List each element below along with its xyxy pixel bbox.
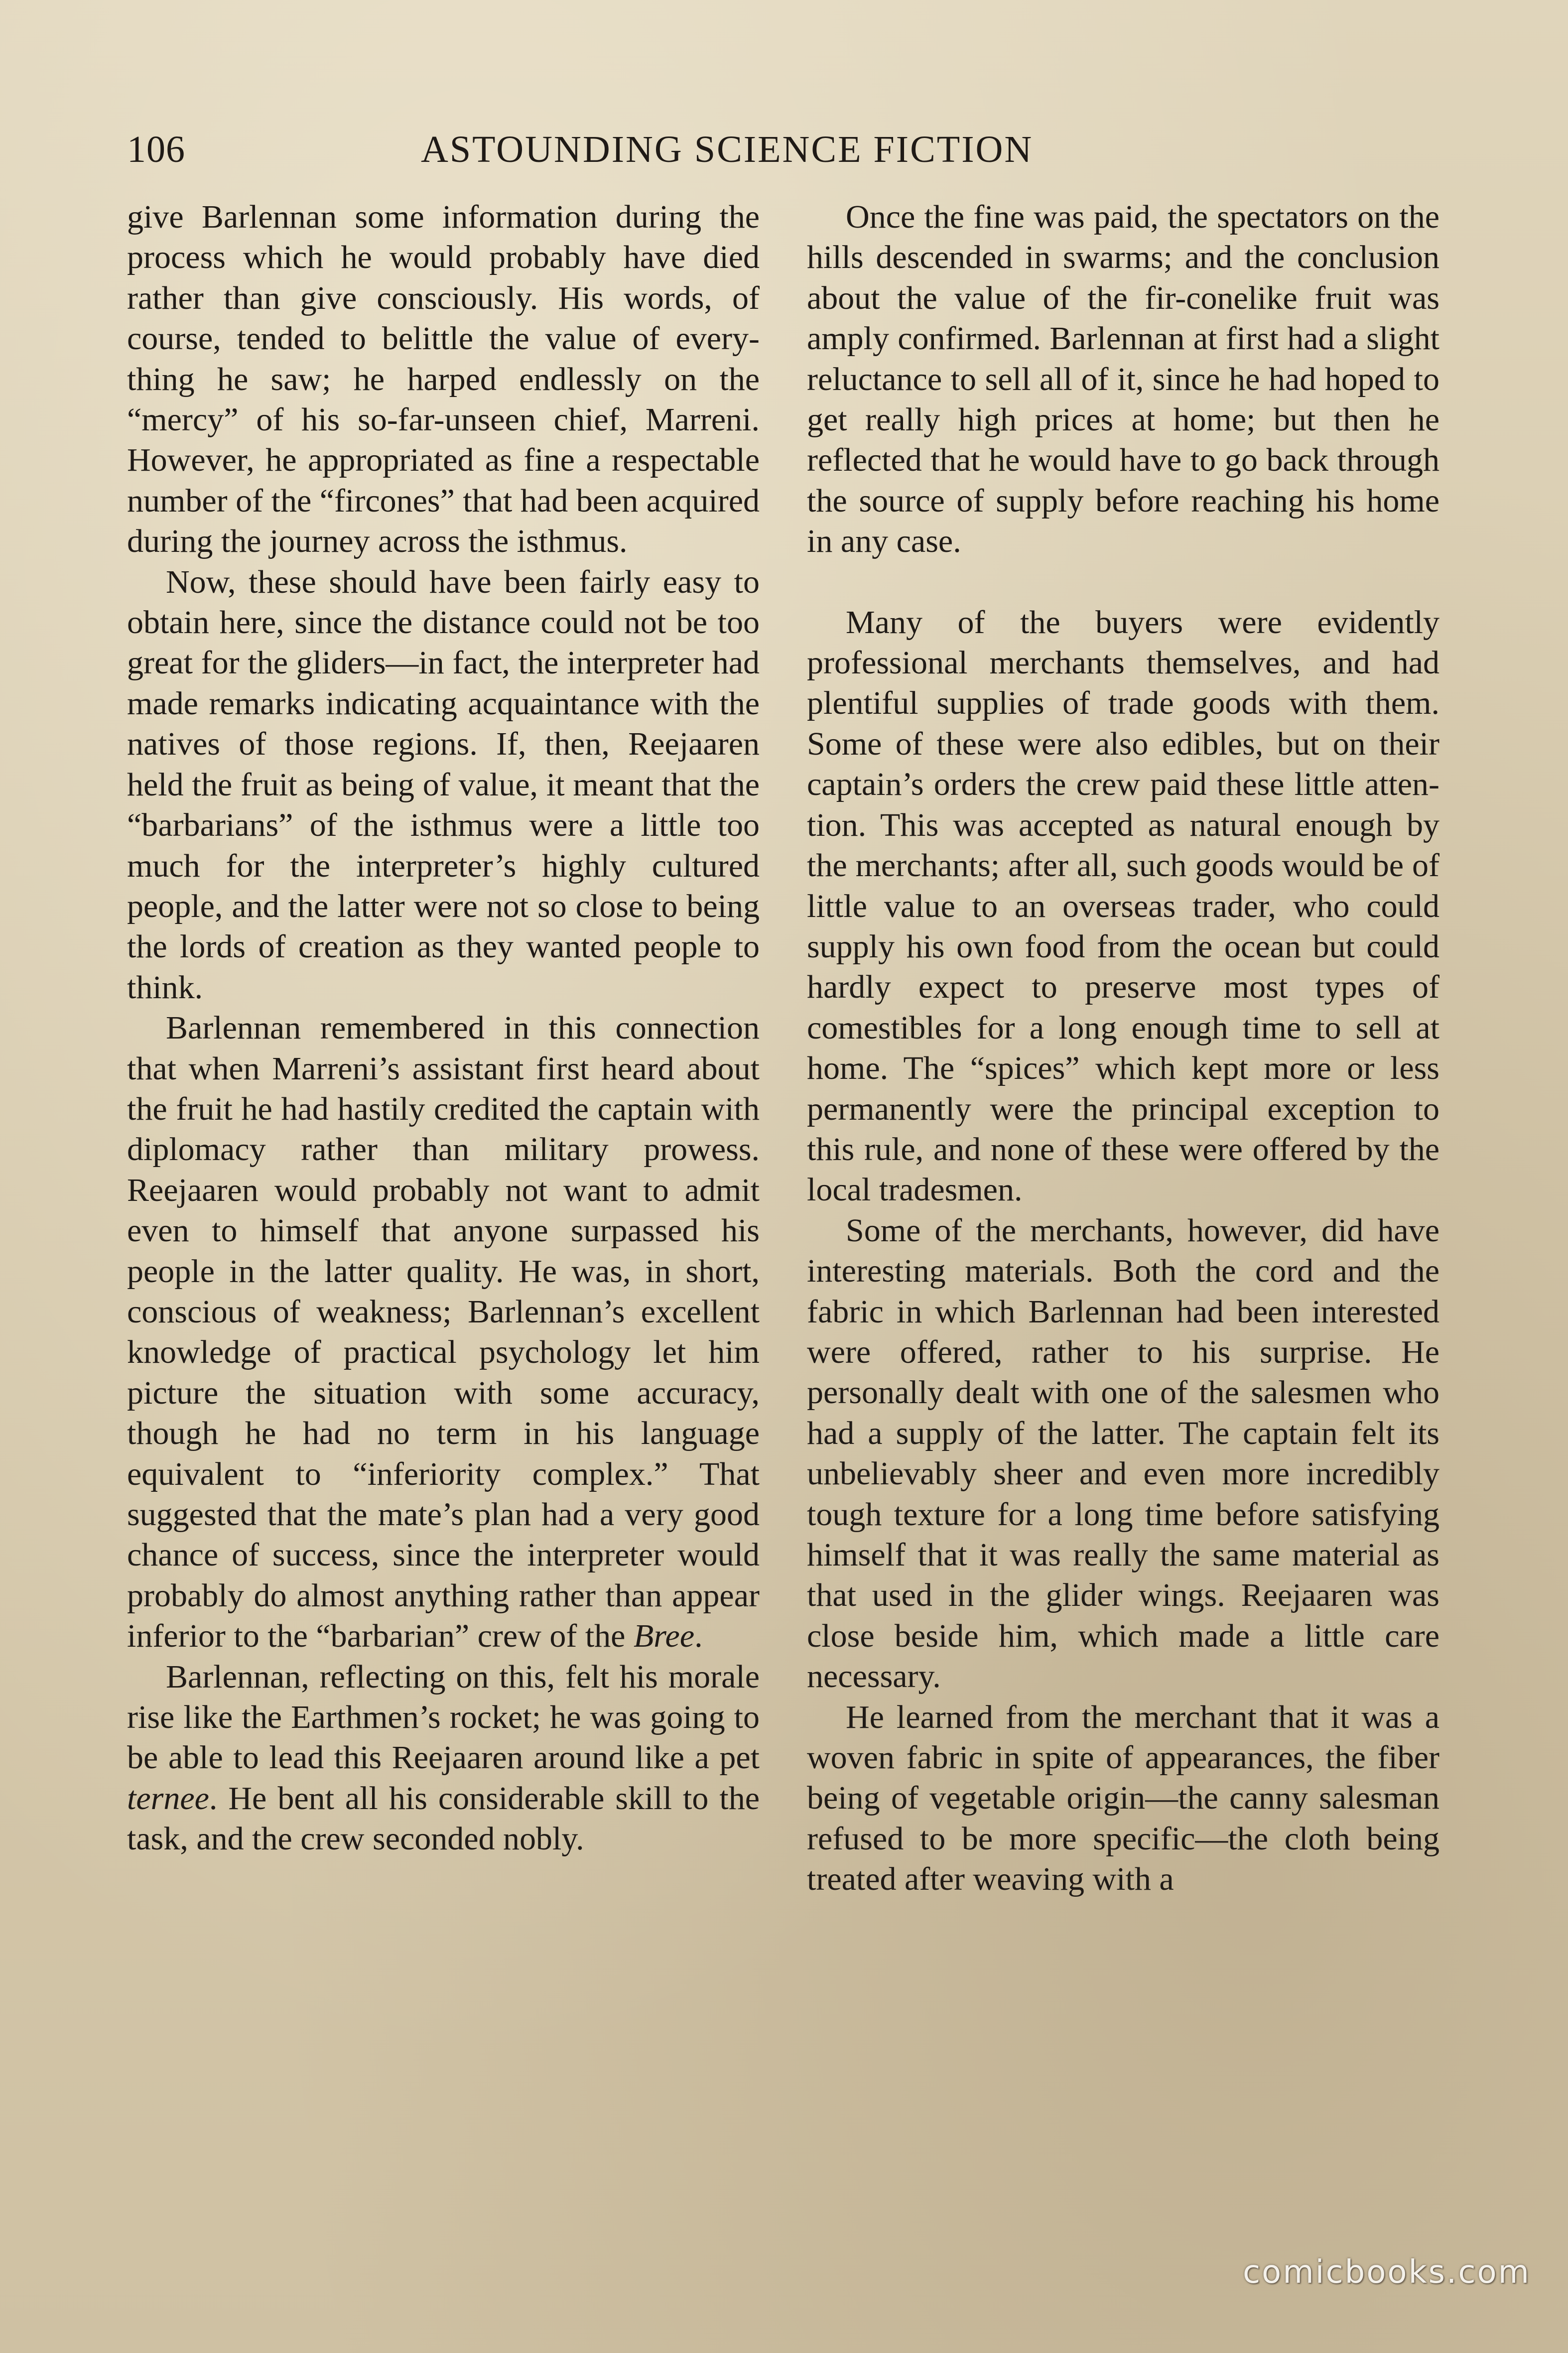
watermark: comicbooks.com [1242,2254,1531,2291]
running-title: ASTOUNDING SCIENCE FICTION [421,129,1034,170]
paragraph: Once the fine was paid, the spectators on the hills descended in swarms; and the conclusion about the value of the fir-conelike fruit was amply confirmed. Barlennan at first had a slight reluctance to sell all of it, since he had hoped to get really high prices at home; but then he reflected that he would have to go back through the source of supply before reaching his home in any case. [807,199,1439,560]
paragraph: Some of the merchants, however, did have interesting materials. Both the cord and the fabric in which Barlennan had been interested were offered, rather to his surprise. He personally dealt with one of the salesmen who had a supply of the latter. The captain felt its unbelievably sheer and even more incredibly tough texture for a long time before satisfying himself that it was really the same material as that used in the glider wings. Reejaaren was close beside him, which made a little care necessary. [807,1212,1439,1695]
paragraph [127,1008,760,1657]
page-number: 106 [127,129,185,170]
paragraph [127,1657,760,1859]
left-column [127,197,760,1859]
paragraph: Many of the buyers were evidently professional merchants themselves, and had plentiful supplies of trade goods with them. Some of these were also edibles, but on their captain’s orders the crew paid these little attention. This was accepted as natural enough by the merchants; after all, such goods would be of little value to an overseas trader, who could supply his own food from the ocean but could hardly expect to preserve most types of comestibles for a long enough time to sell at home. The “spices” which kept more or less permanently were the principal exception to this rule, and none of these were offered by the local tradesmen. [807,604,1439,1208]
pet-name: ternee [127,1780,209,1817]
paragraph-text: Barlennan, reflecting on this, felt his morale rise like the Earthmen’s rocket; he was going to be able to lead this Reejaaren around like a pet [127,1658,760,1776]
paragraph: He learned from the merchant that it was a woven fabric in spite of appearances, the fiber being of vegetable origin—the canny salesman refused to be more specific—the cloth being treated after weaving with a [807,1699,1439,1898]
paragraph-end: . He bent all his considerable skill to the task, and the crew seconded nobly. [127,1780,760,1857]
paragraph-text: Barlennan remembered in this connection that when Marreni’s assistant first heard about the fruit he had hastily credited the captain with diplomacy rather than military prowess. Reejaaren would probably not want to admit even to himself that anyone surpassed his people in the latter quality. He was, in short, conscious of weakness; Barlennan’s excellent knowledge of practical psychology let him picture the situation with some accuracy, though he had no term in his language equivalent to “inferiority complex.” That suggested that the mate’s plan had a very good chance of success, since the interpreter would probably do almost anything rather than appear inferior to the “barbarian” crew of the [127,1010,760,1655]
page-header [127,122,1442,177]
right-column [807,197,1439,1900]
paragraph: Now, these should have been fairly easy to obtain here, since the distance could not be too great for the gliders—in fact, the interpreter had made remarks indicating acquaintance with the natives of those regions. If, then, Reejaaren held the fruit as being of value, it meant that the “barbarians” of the isthmus were a little too much for the interpreter’s highly cultured people, and the latter were not so close to being the lords of creation as they wanted people to think. [127,563,760,1006]
ship-name: Bree [633,1618,695,1655]
paragraph-end: . [694,1618,703,1655]
paragraph: give Barlennan some information during the process which he would probably have died rather than give consciously. His words, of course, tended to belittle the value of everything he saw; he harped endlessly on the “mercy” of his so-far-unseen chief, Marreni. However, he appropriated as fine a respectable number of the “fircones” that had been acquired during the journey across the isthmus. [127,199,760,560]
